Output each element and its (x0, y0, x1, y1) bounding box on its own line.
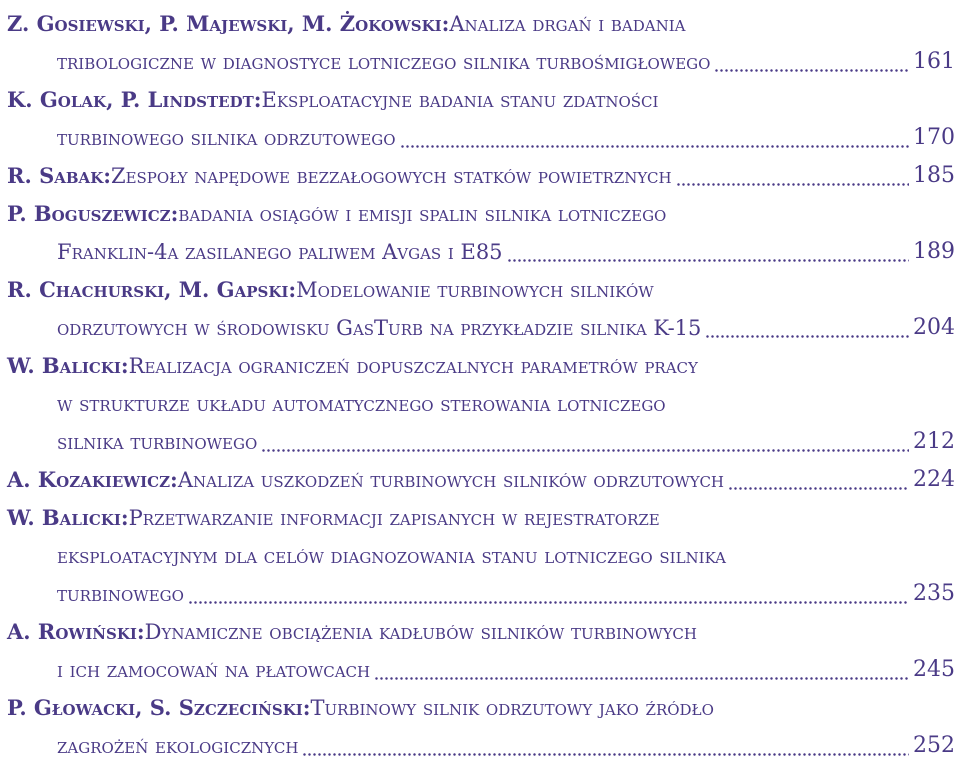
toc-entry-line (7, 605, 955, 645)
toc-entry-title: Franklin-4a zasilanego paliwem Avgas i E85 (57, 240, 503, 264)
toc-entry-line (7, 567, 955, 607)
toc-entry-authors: K. Golak, P. Lindstedt: (7, 87, 262, 112)
toc-entry-line (7, 225, 955, 265)
toc-entry-title: Turbinowy silnik odrzutowy jako źródło (310, 696, 714, 720)
toc-entry-page: 212 (913, 429, 955, 454)
toc-entry-line (7, 0, 955, 37)
toc-entry-authors: Z. Gosiewski, P. Majewski, M. Żokowski: (7, 11, 450, 36)
toc-entry-page: 161 (913, 49, 955, 74)
toc-entry-authors: P. Głowacki, S. Szczeciński: (7, 695, 311, 720)
toc-entry-authors: A. Kozakiewicz: (7, 467, 178, 492)
toc-entry-line (7, 111, 955, 151)
toc-entry-title: Analiza uszkodzeń turbinowych silników odrzutowych (177, 468, 724, 492)
dot-leader (676, 163, 909, 189)
toc-entry-page: 185 (913, 163, 955, 188)
toc-entry-title: silnika turbinowego (57, 430, 258, 454)
toc-entry-title: w strukturze układu automatycznego sterowania lotniczego (57, 392, 666, 416)
dot-leader (705, 315, 909, 341)
toc-entry-authors: P. Boguszewicz: (7, 201, 179, 226)
toc-entry-page: 170 (913, 125, 955, 150)
toc-entry-title: Dynamiczne obciążenia kadłubów silników turbinowych (144, 620, 697, 644)
toc-entry-authors: R. Chachurski, M. Gapski: (7, 277, 297, 302)
dot-leader (728, 467, 909, 493)
toc-entry-line (7, 529, 955, 569)
toc-entry-line (7, 681, 955, 721)
toc-entry-title: odrzutowych w środowisku GasTurb na przykładzie silnika K-15 (57, 316, 702, 340)
toc-entry-title: tribologiczne w diagnostyce lotniczego silnika turbośmigłowego (57, 50, 711, 74)
toc-entry-title: Eksploatacyjne badania stanu zdatności (261, 88, 659, 112)
toc-entry-title: turbinowego silnika odrzutowego (57, 126, 396, 150)
dot-leader (374, 657, 909, 683)
toc-entry-line (7, 149, 955, 189)
toc-entry-authors: A. Rowiński: (7, 619, 145, 644)
dot-leader (188, 581, 909, 607)
dot-leader (261, 429, 909, 455)
toc-entry-line (7, 719, 955, 759)
toc-entry-line (7, 491, 955, 531)
toc-entry-title: Przetwarzanie informacji zapisanych w rejestratorze (128, 506, 660, 530)
toc-entry-title: badania osiągów i emisji spalin silnika lotniczego (178, 202, 667, 226)
toc-entry-page: 189 (913, 239, 955, 264)
dot-leader (714, 49, 909, 75)
toc-entry-line (7, 415, 955, 455)
toc-entry-title: zagrożeń ekologicznych (57, 734, 299, 758)
toc-entry-page: 235 (913, 581, 955, 606)
toc-entry-line (7, 339, 955, 379)
toc-entry-line (7, 301, 955, 341)
toc-entry-title: Realizacja ograniczeń dopuszczalnych parametrów pracy (128, 354, 698, 378)
toc-entry-line (7, 187, 955, 227)
toc-entry-title: eksploatacyjnym dla celów diagnozowania stanu lotniczego silnika (57, 544, 727, 568)
dot-leader (507, 239, 909, 265)
toc-entry-title: turbinowego (57, 582, 184, 606)
toc-entry-line (7, 643, 955, 683)
toc-entry-line (7, 73, 955, 113)
toc-entry-line (7, 263, 955, 303)
toc-entry-line (7, 377, 955, 417)
toc-entry-page: 245 (913, 657, 955, 682)
toc-entry-title: Zespoły napędowe bezzałogowych statków powietrznych (110, 164, 672, 188)
toc-entry-page: 224 (913, 467, 955, 492)
toc-entry-authors: R. Sabak: (7, 163, 111, 188)
toc-entry-title: i ich zamocowań na płatowcach (57, 658, 371, 682)
dot-leader (400, 125, 909, 151)
toc-entry-page: 252 (913, 733, 955, 758)
toc-entry-authors: W. Balicki: (7, 505, 129, 530)
dot-leader (302, 733, 909, 759)
toc-entry-page: 204 (913, 315, 955, 340)
toc-entry-title: Analiza drgań i badania (449, 12, 686, 36)
toc-entry-line (7, 35, 955, 75)
toc-entry-authors: W. Balicki: (7, 353, 129, 378)
toc-entry-line (7, 453, 955, 493)
toc-entry-title: Modelowanie turbinowych silników (296, 278, 654, 302)
